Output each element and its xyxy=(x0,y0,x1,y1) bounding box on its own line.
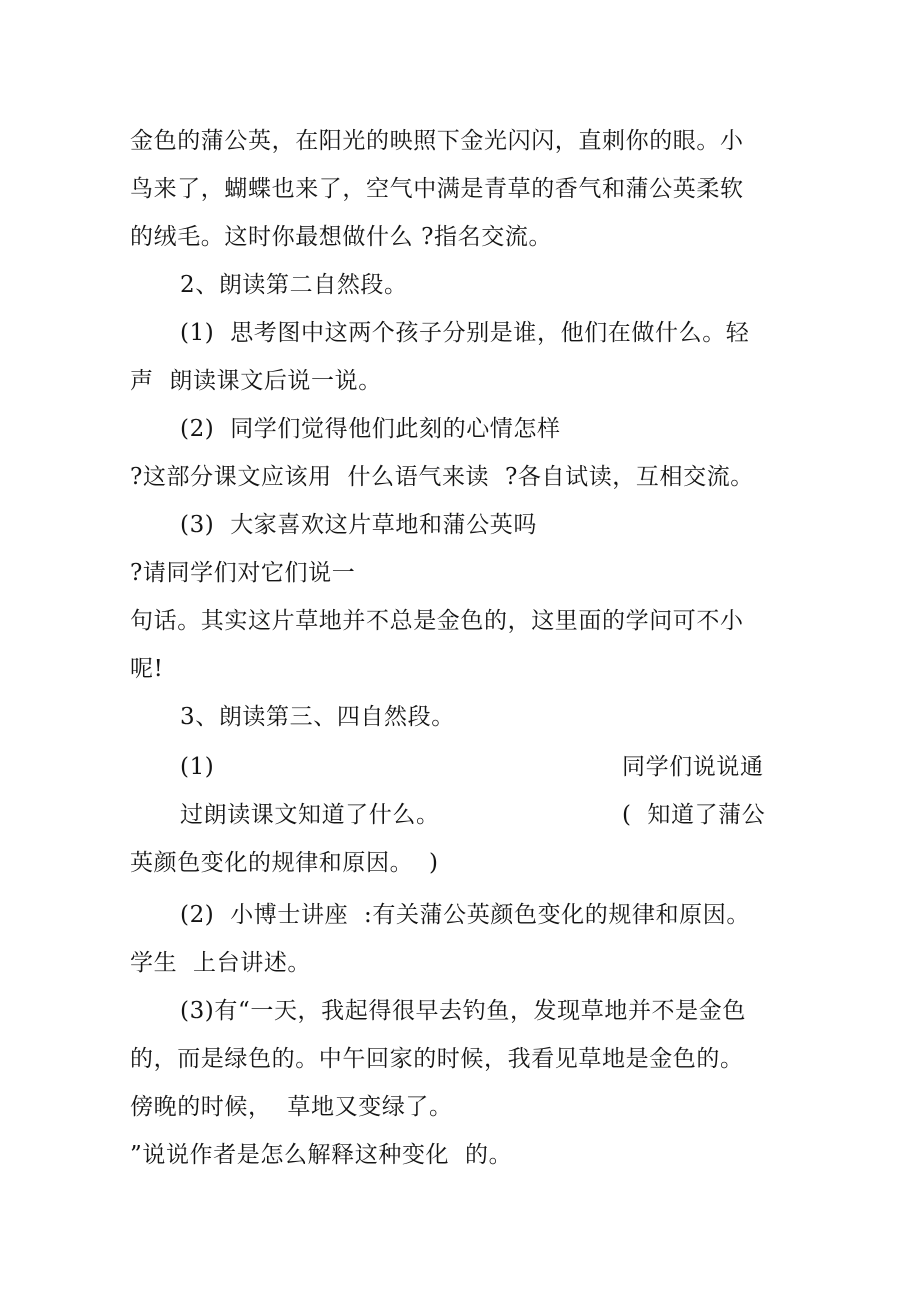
text-line: (1) xyxy=(180,754,215,780)
text-line: (1) 思考图中这两个孩子分别是谁，他们在做什么。轻 xyxy=(180,320,750,346)
text-line: ( 知道了蒲公 xyxy=(622,802,766,828)
text-line: (2) 小博士讲座 :有关蒲公英颜色变化的规律和原因。 xyxy=(180,902,750,928)
text-line: 过朗读课文知道了什么。 xyxy=(180,802,440,828)
text-line: ?请同学们对它们说一 xyxy=(130,560,356,586)
text-line: (3)有“一天，我起得很早去钓鱼，发现草地并不是金色 xyxy=(180,998,746,1024)
section-heading: 3、朗读第三、四自然段。 xyxy=(180,704,455,730)
text-line: 英颜色变化的规律和原因。 ) xyxy=(130,850,439,876)
text-line: 鸟来了，蝴蝶也来了，空气中满是青草的香气和蒲公英柔软 xyxy=(130,176,744,202)
section-heading: 2、朗读第二自然段。 xyxy=(180,272,408,298)
text-line: (2) 同学们觉得他们此刻的心情怎样 xyxy=(180,416,561,442)
text-line: ?这部分课文应该用 什么语气来读 ?各自试读，互相交流。 xyxy=(130,464,754,490)
text-line: 呢! xyxy=(130,656,164,682)
text-line: (3) 大家喜欢这片草地和蒲公英吗 xyxy=(180,512,538,538)
text-line: 学生 上台讲述。 xyxy=(130,950,312,976)
text-line: 的，而是绿色的。中午回家的时候，我看见草地是金色的。 xyxy=(130,1046,744,1072)
text-line: 傍晚的时候， 草地又变绿了。 xyxy=(130,1094,453,1120)
text-line: ”说说作者是怎么解释这种变化 的。 xyxy=(130,1142,513,1168)
text-line: 的绒毛。这时你最想做什么 ?指名交流。 xyxy=(130,224,553,250)
text-line: 同学们说说通 xyxy=(622,754,764,780)
text-line: 金色的蒲公英，在阳光的映照下金光闪闪，直刺你的眼。小 xyxy=(130,128,744,154)
text-line: 声 朗读课文后说一说。 xyxy=(130,368,382,394)
text-line: 句话。其实这片草地并不总是金色的，这里面的学问可不小 xyxy=(130,608,744,634)
